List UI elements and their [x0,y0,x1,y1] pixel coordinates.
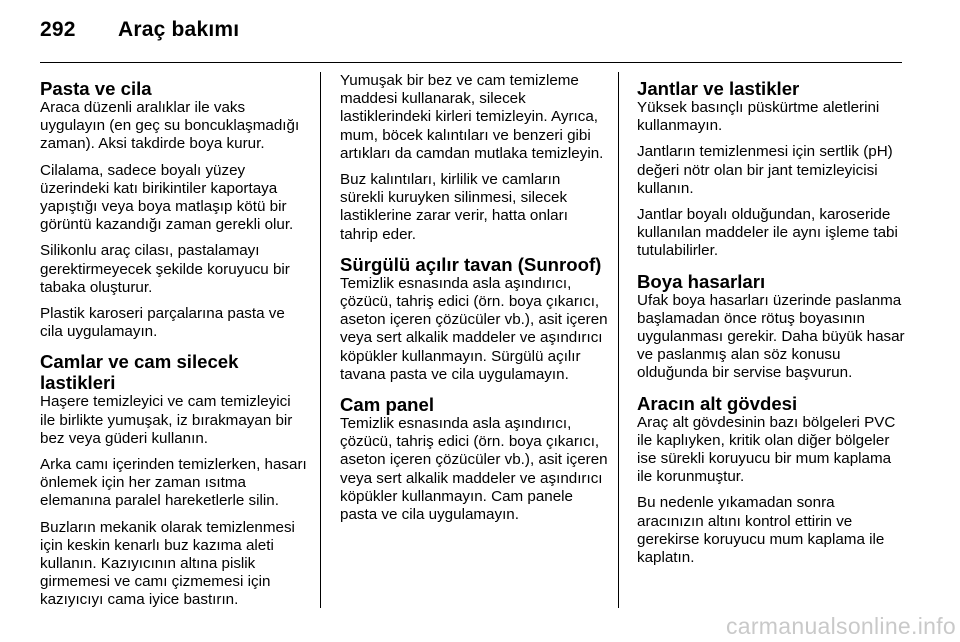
section-heading: Sürgülü açılır tavan (Sunroof) [340,253,602,275]
paragraph: Temizlik esnasında asla aşındırıcı, çözücü, tahriş edici (örn. boya çıkarıcı, aseton içeren çözücüler vb.), asit içeren veya sert alkalik maddeler ve aşındırıcı köpükler kullanmayın. Sürgülü açılır tavana pasta ve cila uygulamayın. [340,274,608,383]
paragraph: Buz kalıntıları, kirlilik ve camların sürekli kuruyken silinmesi, silecek lastiklerine zarar verir, hatta onları tahrip eder. [340,171,568,243]
paragraph: Ufak boya hasarları üzerinde paslanma başlamadan önce rötuş boyasının uygulanması gerekir. Daha büyük hasar ve paslanmış alan söz konusu olduğunda bir servise başvurun. [637,291,905,382]
page-title: Araç bakımı [118,18,240,41]
column-left [40,78,308,618]
page-number: 292 [40,18,76,41]
paragraph: Haşere temizleyici ve cam temizleyici ile birlikte yumuşak, iz bırakmayan bir bez veya güderi kullanın. [40,393,293,447]
page-header [40,18,239,42]
paragraph: Araca düzenli aralıklar ile vaks uygulayın (en geç su boncuklaşmadığı zaman). Aksi takdirde boya kurur. [40,99,300,153]
watermark: carmanualsonline.info [725,613,956,639]
header-rule [40,62,902,63]
column-right [637,78,905,575]
paragraph: Plastik karoseri parçalarına pasta ve cila uygulamayın. [40,305,285,341]
paragraph: Buzların mekanik olarak temizlenmesi için keskin kenarlı buz kazıma aleti kullanın. Kazıyıcının altına pislik girmemesi ve camı çizmemesi için kazıyıcıyı cama iyice bastırın. [40,518,295,609]
section-cam-panel [340,394,608,524]
paragraph: Araç alt gövdesinin bazı bölgeleri PVC ile kaplıyken, kritik olan diğer bölgeler ise sürekli koruyucu bir mum kaplama ile korunmuştur. [637,413,896,486]
paragraph: Cilalama, sadece boyalı yüzey üzerindeki katı birikintiler kaportaya yapıştığı veya boya matlaşıp kötü bir görüntü kazandığı zaman gerekli olur. [40,161,294,234]
paragraph: Jantların temizlenmesi için sertlik (pH) değeri nötr olan bir jant temizleyicisi kullanın. [637,143,893,197]
section-sunroof [340,254,608,384]
section-jantlar-ve-lastikler [637,78,905,261]
section-heading: Jantlar ve lastikler [637,78,800,99]
paragraph: Yumuşak bir bez ve cam temizleme maddesi kullanarak, silecek lastiklerindeki kirleri temizleyin. Ayrıca, mum, böcek kalıntıları ve benzeri gibi artıkları da camdan mutlaka temizleyin. [340,72,604,162]
section-heading: Pasta ve cila [40,78,152,99]
section-heading: Camlar ve cam silecek lastikleri [40,351,239,394]
section-heading: Cam panel [340,394,435,416]
paragraph: Silikonlu araç cilası, pastalamayı gerektirmeyecek şekilde koruyucu bir tabaka oluşturur. [40,242,290,296]
section-boya-hasarlari [637,271,905,383]
paragraph: Jantlar boyalı olduğundan, karoseride kullanılan maddeler ile aynı işleme tabi tutulabilirler. [637,206,898,260]
column-divider [618,72,619,608]
paragraph: Temizlik esnasında asla aşındırıcı, çözücü, tahriş edici (örn. boya çıkarıcı, aseton içeren çözücüler vb.), asit içeren veya sert alkalik maddeler ve aşındırıcı köpükler kullanmayın. Cam panele pasta ve cila uygulamayın. [340,415,608,524]
section-heading: Aracın alt gövdesi [637,392,798,414]
column-divider [320,72,321,608]
section-camlar-ve-silecekler [40,351,308,609]
section-pasta-ve-cila [40,78,308,341]
paragraph: Arka camı içerinden temizlerken, hasarı önlemek için her zaman ısıtma elemanına paralel hareketlerle silin. [40,456,307,510]
paragraph: Bu nedenle yıkamadan sonra aracınızın altını kontrol ettirin ve gerekirse koruyucu mum kaplama ile kaplatın. [637,494,885,567]
section-heading: Boya hasarları [637,270,766,292]
column-middle [340,72,608,532]
section-alt-govde [637,393,905,568]
paragraph: Yüksek basınçlı püskürtme aletlerini kullanmayın. [637,99,880,135]
